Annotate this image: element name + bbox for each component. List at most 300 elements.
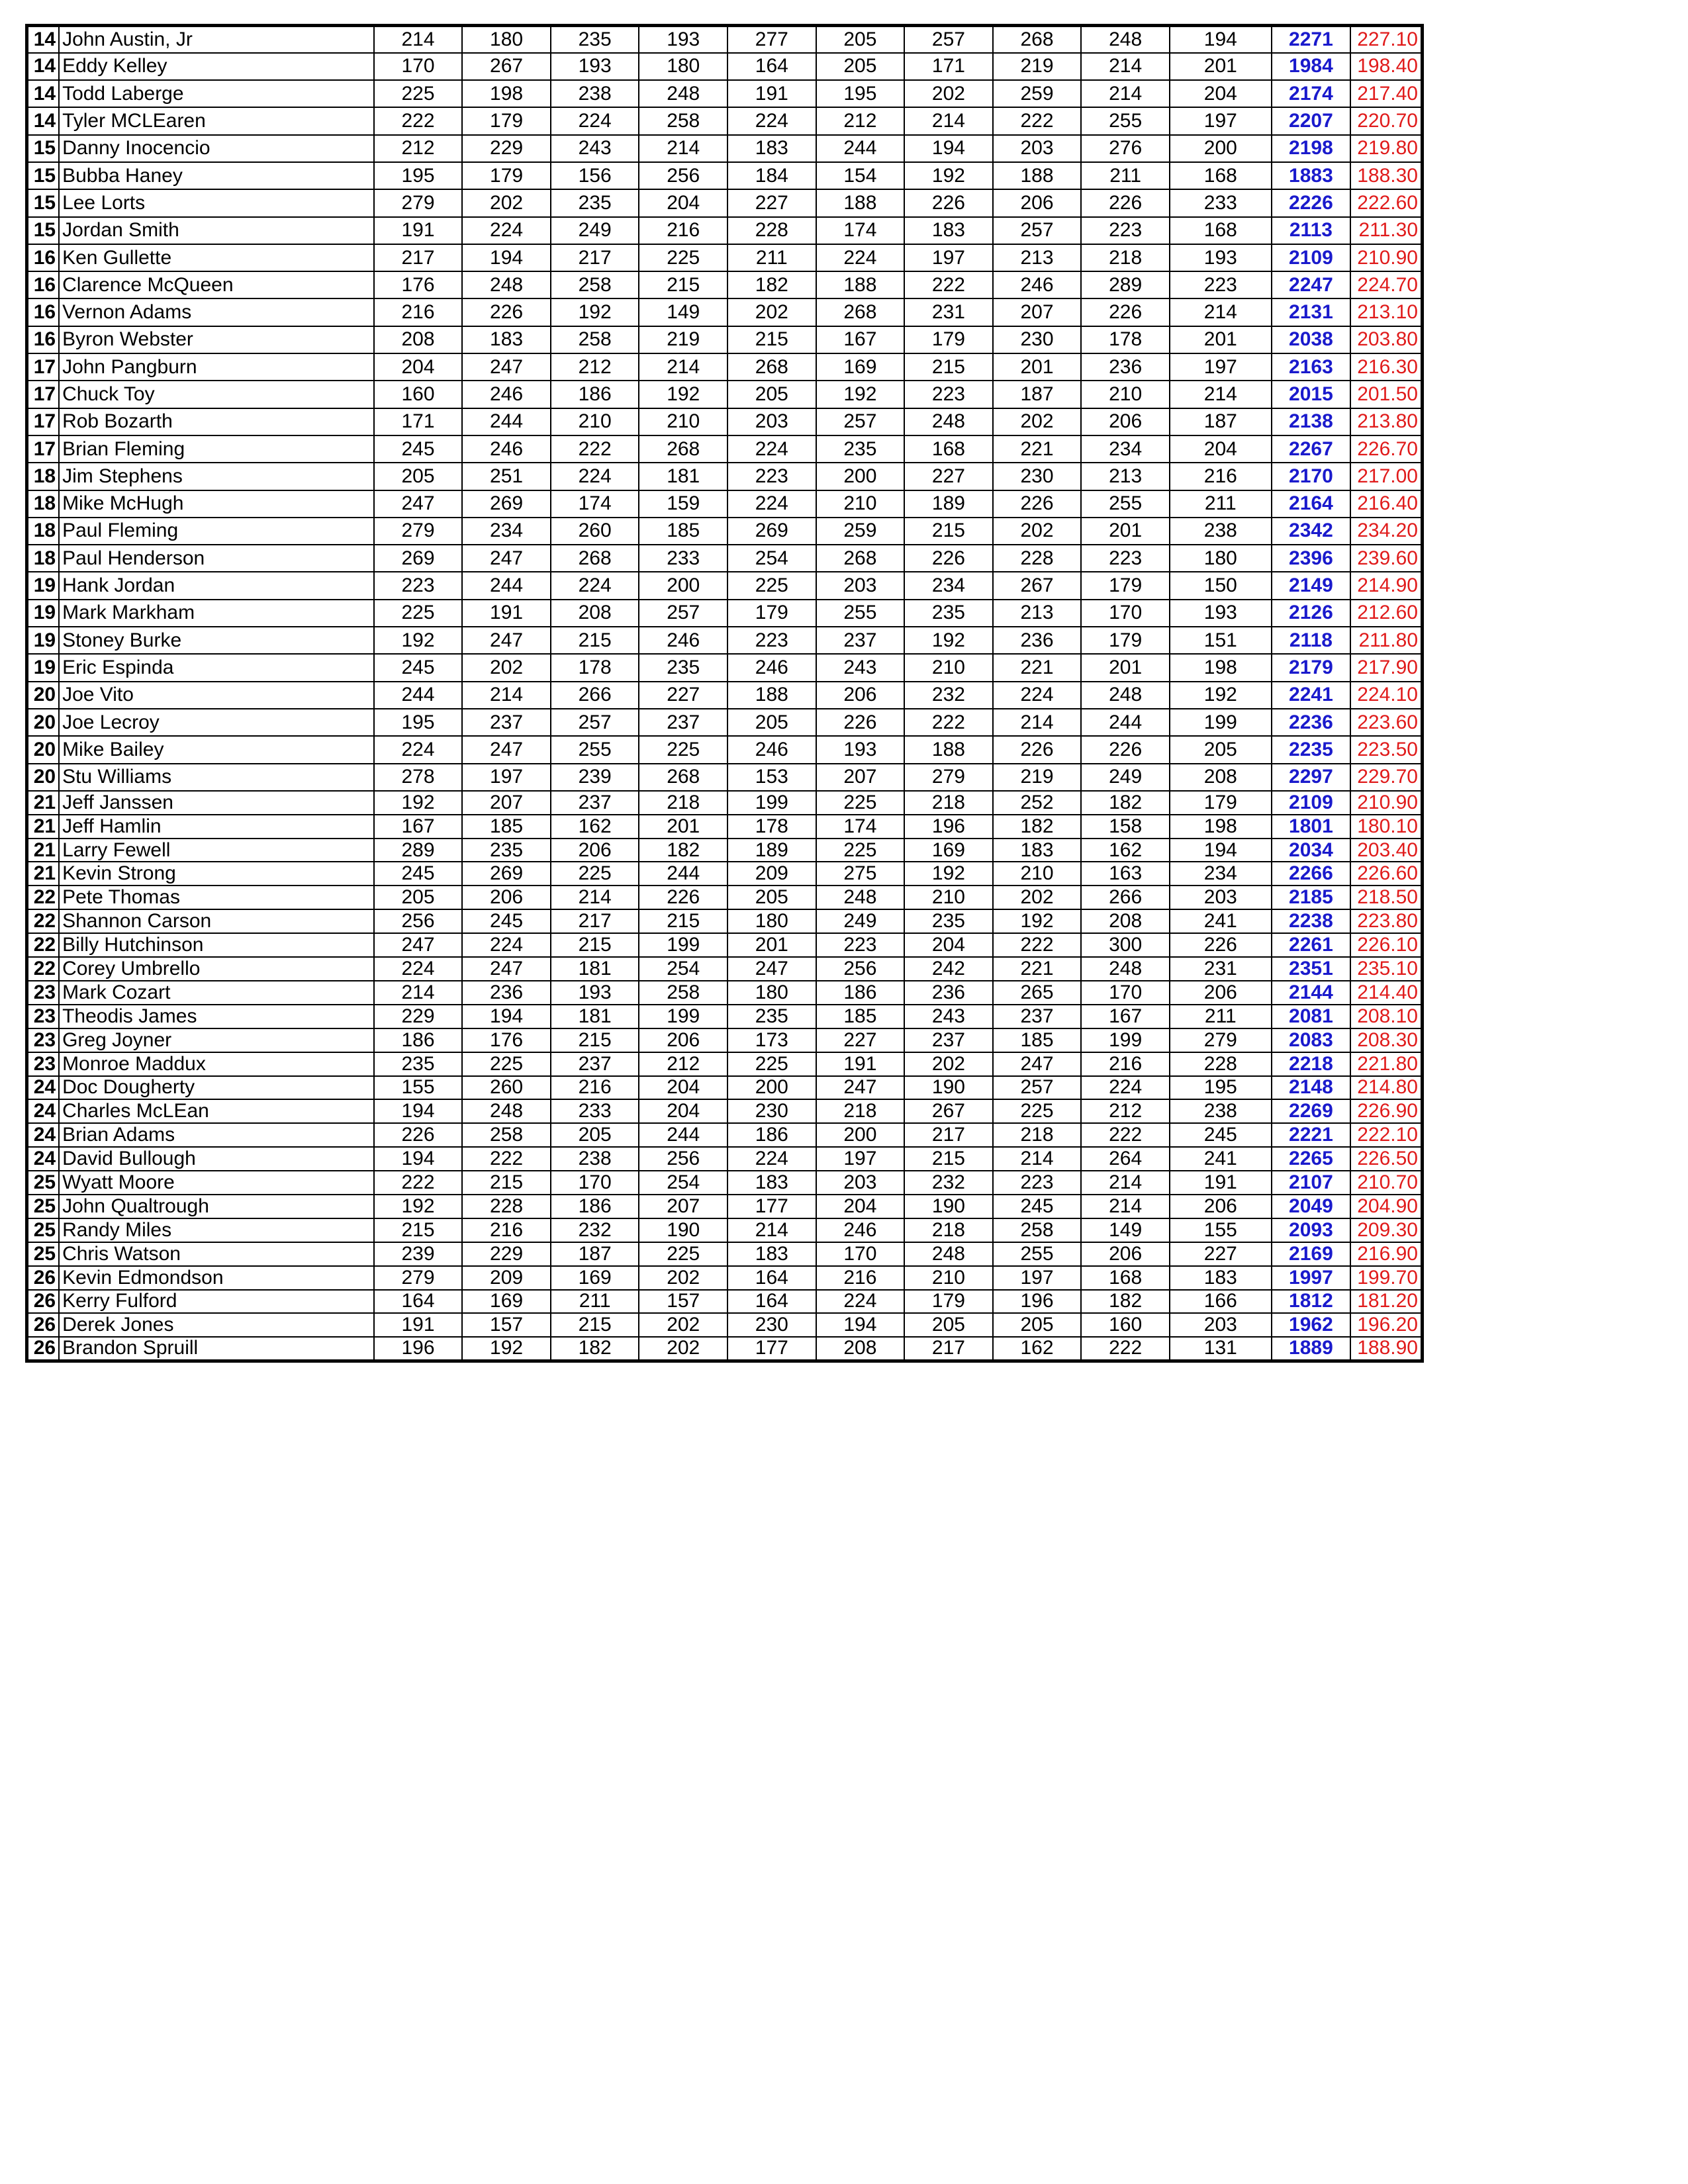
game-score-cell: 214 bbox=[462, 682, 551, 709]
week-cell: 20 bbox=[27, 764, 60, 791]
game-score-cell: 176 bbox=[374, 271, 463, 298]
game-score-cell: 192 bbox=[904, 162, 993, 189]
game-score-cell: 279 bbox=[1170, 1028, 1272, 1052]
game-score-cell: 225 bbox=[639, 736, 727, 763]
game-score-cell: 224 bbox=[374, 957, 463, 981]
game-score-cell: 235 bbox=[374, 1052, 463, 1076]
game-score-cell: 222 bbox=[462, 1147, 551, 1171]
game-score-cell: 209 bbox=[462, 1266, 551, 1290]
table-row bbox=[27, 271, 1423, 298]
average-cell: 219.80 bbox=[1350, 135, 1422, 162]
game-score-cell: 228 bbox=[1170, 1052, 1272, 1076]
average-cell: 211.30 bbox=[1350, 217, 1422, 244]
game-score-cell: 180 bbox=[462, 26, 551, 53]
average-cell: 222.10 bbox=[1350, 1123, 1422, 1147]
game-score-cell: 215 bbox=[727, 326, 816, 353]
game-score-cell: 194 bbox=[374, 1147, 463, 1171]
average-cell: 201.50 bbox=[1350, 381, 1422, 408]
game-score-cell: 224 bbox=[462, 933, 551, 957]
week-cell: 24 bbox=[27, 1076, 60, 1100]
game-score-cell: 214 bbox=[374, 981, 463, 1005]
game-score-cell: 195 bbox=[1170, 1076, 1272, 1100]
game-score-cell: 160 bbox=[374, 381, 463, 408]
game-score-cell: 225 bbox=[993, 1099, 1082, 1123]
game-score-cell: 150 bbox=[1170, 572, 1272, 599]
game-score-cell: 224 bbox=[816, 244, 905, 271]
game-score-cell: 267 bbox=[993, 572, 1082, 599]
game-score-cell: 224 bbox=[374, 736, 463, 763]
week-cell: 14 bbox=[27, 80, 60, 107]
game-score-cell: 131 bbox=[1170, 1337, 1272, 1361]
game-score-cell: 234 bbox=[1170, 862, 1272, 886]
game-score-cell: 199 bbox=[1081, 1028, 1170, 1052]
game-score-cell: 215 bbox=[374, 1218, 463, 1242]
game-score-cell: 211 bbox=[1081, 162, 1170, 189]
game-score-cell: 168 bbox=[1081, 1266, 1170, 1290]
bowler-name-cell: Billy Hutchinson bbox=[59, 933, 374, 957]
average-cell: 214.40 bbox=[1350, 981, 1422, 1005]
game-score-cell: 168 bbox=[1170, 162, 1272, 189]
table-row bbox=[27, 981, 1423, 1005]
bowler-name-cell: Derek Jones bbox=[59, 1313, 374, 1337]
week-cell: 25 bbox=[27, 1242, 60, 1266]
game-score-cell: 260 bbox=[551, 518, 639, 545]
table-row bbox=[27, 26, 1423, 53]
game-score-cell: 247 bbox=[462, 627, 551, 654]
game-score-cell: 180 bbox=[1170, 545, 1272, 572]
bowler-name-cell: Randy Miles bbox=[59, 1218, 374, 1242]
game-score-cell: 223 bbox=[1081, 217, 1170, 244]
game-score-cell: 247 bbox=[816, 1076, 905, 1100]
week-cell: 24 bbox=[27, 1147, 60, 1171]
game-score-cell: 258 bbox=[639, 107, 727, 134]
week-cell: 25 bbox=[27, 1218, 60, 1242]
game-score-cell: 256 bbox=[639, 162, 727, 189]
bowler-name-cell: David Bullough bbox=[59, 1147, 374, 1171]
game-score-cell: 279 bbox=[374, 518, 463, 545]
game-score-cell: 193 bbox=[816, 736, 905, 763]
game-score-cell: 222 bbox=[551, 435, 639, 463]
total-cell: 2241 bbox=[1272, 682, 1350, 709]
total-cell: 2126 bbox=[1272, 600, 1350, 627]
game-score-cell: 206 bbox=[1081, 408, 1170, 435]
game-score-cell: 179 bbox=[462, 107, 551, 134]
game-score-cell: 169 bbox=[462, 1290, 551, 1314]
game-score-cell: 173 bbox=[727, 1028, 816, 1052]
game-score-cell: 208 bbox=[1081, 909, 1170, 933]
game-score-cell: 254 bbox=[639, 1171, 727, 1195]
game-score-cell: 218 bbox=[904, 1218, 993, 1242]
game-score-cell: 197 bbox=[462, 764, 551, 791]
game-score-cell: 183 bbox=[727, 1242, 816, 1266]
bowler-name-cell: Danny Inocencio bbox=[59, 135, 374, 162]
game-score-cell: 226 bbox=[374, 1123, 463, 1147]
game-score-cell: 197 bbox=[904, 244, 993, 271]
average-cell: 229.70 bbox=[1350, 764, 1422, 791]
total-cell: 2179 bbox=[1272, 654, 1350, 681]
average-cell: 204.90 bbox=[1350, 1195, 1422, 1218]
game-score-cell: 179 bbox=[1170, 791, 1272, 815]
game-score-cell: 154 bbox=[816, 162, 905, 189]
game-score-cell: 191 bbox=[1170, 1171, 1272, 1195]
game-score-cell: 223 bbox=[374, 572, 463, 599]
game-score-cell: 217 bbox=[904, 1123, 993, 1147]
game-score-cell: 167 bbox=[374, 815, 463, 839]
game-score-cell: 187 bbox=[551, 1242, 639, 1266]
week-cell: 16 bbox=[27, 326, 60, 353]
average-cell: 198.40 bbox=[1350, 53, 1422, 80]
game-score-cell: 247 bbox=[374, 933, 463, 957]
bowler-name-cell: Chuck Toy bbox=[59, 381, 374, 408]
game-score-cell: 260 bbox=[462, 1076, 551, 1100]
game-score-cell: 223 bbox=[816, 933, 905, 957]
game-score-cell: 206 bbox=[1170, 981, 1272, 1005]
game-score-cell: 255 bbox=[993, 1242, 1082, 1266]
bowler-name-cell: Charles McLEan bbox=[59, 1099, 374, 1123]
game-score-cell: 232 bbox=[551, 1218, 639, 1242]
average-cell: 181.20 bbox=[1350, 1290, 1422, 1314]
game-score-cell: 189 bbox=[727, 839, 816, 862]
week-cell: 18 bbox=[27, 518, 60, 545]
bowler-name-cell: Eric Espinda bbox=[59, 654, 374, 681]
game-score-cell: 216 bbox=[374, 298, 463, 326]
bowler-name-cell: Chris Watson bbox=[59, 1242, 374, 1266]
game-score-cell: 207 bbox=[816, 764, 905, 791]
game-score-cell: 214 bbox=[904, 107, 993, 134]
game-score-cell: 226 bbox=[1170, 933, 1272, 957]
total-cell: 2138 bbox=[1272, 408, 1350, 435]
game-score-cell: 269 bbox=[727, 518, 816, 545]
table-row bbox=[27, 862, 1423, 886]
game-score-cell: 247 bbox=[993, 1052, 1082, 1076]
game-score-cell: 268 bbox=[551, 545, 639, 572]
game-score-cell: 192 bbox=[374, 1195, 463, 1218]
game-score-cell: 221 bbox=[993, 654, 1082, 681]
game-score-cell: 279 bbox=[374, 1266, 463, 1290]
game-score-cell: 224 bbox=[727, 435, 816, 463]
game-score-cell: 224 bbox=[727, 1147, 816, 1171]
game-score-cell: 218 bbox=[639, 791, 727, 815]
table-row bbox=[27, 1290, 1423, 1314]
week-cell: 18 bbox=[27, 490, 60, 518]
game-score-cell: 223 bbox=[904, 381, 993, 408]
game-score-cell: 201 bbox=[1170, 326, 1272, 353]
game-score-cell: 206 bbox=[816, 682, 905, 709]
average-cell: 188.30 bbox=[1350, 162, 1422, 189]
game-score-cell: 210 bbox=[816, 490, 905, 518]
game-score-cell: 245 bbox=[374, 654, 463, 681]
bowler-name-cell: Jim Stephens bbox=[59, 463, 374, 490]
game-score-cell: 265 bbox=[993, 981, 1082, 1005]
game-score-cell: 238 bbox=[551, 80, 639, 107]
game-score-cell: 202 bbox=[904, 1052, 993, 1076]
game-score-cell: 218 bbox=[1081, 244, 1170, 271]
table-row bbox=[27, 909, 1423, 933]
game-score-cell: 215 bbox=[904, 353, 993, 381]
table-row bbox=[27, 545, 1423, 572]
game-score-cell: 236 bbox=[462, 981, 551, 1005]
game-score-cell: 199 bbox=[1170, 709, 1272, 736]
game-score-cell: 168 bbox=[1170, 217, 1272, 244]
game-score-cell: 202 bbox=[993, 518, 1082, 545]
table-row bbox=[27, 791, 1423, 815]
game-score-cell: 188 bbox=[993, 162, 1082, 189]
game-score-cell: 219 bbox=[993, 764, 1082, 791]
week-cell: 23 bbox=[27, 1052, 60, 1076]
game-score-cell: 256 bbox=[374, 909, 463, 933]
game-score-cell: 235 bbox=[904, 600, 993, 627]
game-score-cell: 196 bbox=[904, 815, 993, 839]
game-score-cell: 266 bbox=[551, 682, 639, 709]
game-score-cell: 192 bbox=[374, 791, 463, 815]
game-score-cell: 251 bbox=[462, 463, 551, 490]
total-cell: 1984 bbox=[1272, 53, 1350, 80]
bowler-name-cell: Monroe Maddux bbox=[59, 1052, 374, 1076]
total-cell: 2131 bbox=[1272, 298, 1350, 326]
table-row bbox=[27, 1171, 1423, 1195]
game-score-cell: 186 bbox=[727, 1123, 816, 1147]
game-score-cell: 202 bbox=[993, 408, 1082, 435]
table-row bbox=[27, 1266, 1423, 1290]
game-score-cell: 178 bbox=[1081, 326, 1170, 353]
game-score-cell: 246 bbox=[462, 435, 551, 463]
game-score-cell: 249 bbox=[1081, 764, 1170, 791]
total-cell: 2207 bbox=[1272, 107, 1350, 134]
bowler-name-cell: Todd Laberge bbox=[59, 80, 374, 107]
game-score-cell: 158 bbox=[1081, 815, 1170, 839]
bowler-name-cell: Joe Vito bbox=[59, 682, 374, 709]
total-cell: 2164 bbox=[1272, 490, 1350, 518]
game-score-cell: 210 bbox=[993, 862, 1082, 886]
average-cell: 214.90 bbox=[1350, 572, 1422, 599]
game-score-cell: 202 bbox=[727, 298, 816, 326]
total-cell: 2267 bbox=[1272, 435, 1350, 463]
game-score-cell: 214 bbox=[1170, 381, 1272, 408]
game-score-cell: 215 bbox=[904, 518, 993, 545]
average-cell: 226.70 bbox=[1350, 435, 1422, 463]
total-cell: 1801 bbox=[1272, 815, 1350, 839]
game-score-cell: 258 bbox=[639, 981, 727, 1005]
game-score-cell: 203 bbox=[816, 1171, 905, 1195]
week-cell: 22 bbox=[27, 909, 60, 933]
game-score-cell: 224 bbox=[551, 572, 639, 599]
bowler-name-cell: Mark Markham bbox=[59, 600, 374, 627]
game-score-cell: 217 bbox=[374, 244, 463, 271]
week-cell: 25 bbox=[27, 1171, 60, 1195]
game-score-cell: 279 bbox=[374, 189, 463, 216]
game-score-cell: 245 bbox=[462, 909, 551, 933]
table-row bbox=[27, 381, 1423, 408]
game-score-cell: 166 bbox=[1170, 1290, 1272, 1314]
week-cell: 25 bbox=[27, 1195, 60, 1218]
average-cell: 221.80 bbox=[1350, 1052, 1422, 1076]
game-score-cell: 217 bbox=[904, 1337, 993, 1361]
average-cell: 223.80 bbox=[1350, 909, 1422, 933]
average-cell: 208.30 bbox=[1350, 1028, 1422, 1052]
table-row bbox=[27, 107, 1423, 134]
table-row bbox=[27, 886, 1423, 909]
game-score-cell: 236 bbox=[993, 627, 1082, 654]
game-score-cell: 246 bbox=[462, 381, 551, 408]
game-score-cell: 244 bbox=[639, 862, 727, 886]
game-score-cell: 226 bbox=[993, 736, 1082, 763]
table-row bbox=[27, 1218, 1423, 1242]
game-score-cell: 193 bbox=[551, 53, 639, 80]
game-score-cell: 216 bbox=[1081, 1052, 1170, 1076]
week-cell: 22 bbox=[27, 957, 60, 981]
game-score-cell: 203 bbox=[816, 572, 905, 599]
game-score-cell: 214 bbox=[639, 135, 727, 162]
game-score-cell: 156 bbox=[551, 162, 639, 189]
game-score-cell: 204 bbox=[639, 1099, 727, 1123]
table-row bbox=[27, 463, 1423, 490]
game-score-cell: 201 bbox=[1170, 53, 1272, 80]
bowler-name-cell: Kerry Fulford bbox=[59, 1290, 374, 1314]
average-cell: 210.70 bbox=[1350, 1171, 1422, 1195]
game-score-cell: 300 bbox=[1081, 933, 1170, 957]
game-score-cell: 222 bbox=[1081, 1337, 1170, 1361]
game-score-cell: 233 bbox=[551, 1099, 639, 1123]
game-score-cell: 237 bbox=[904, 1028, 993, 1052]
game-score-cell: 203 bbox=[727, 408, 816, 435]
game-score-cell: 216 bbox=[551, 1076, 639, 1100]
game-score-cell: 164 bbox=[727, 1266, 816, 1290]
total-cell: 2271 bbox=[1272, 26, 1350, 53]
total-cell: 2144 bbox=[1272, 981, 1350, 1005]
bowler-name-cell: Theodis James bbox=[59, 1005, 374, 1028]
game-score-cell: 203 bbox=[993, 135, 1082, 162]
game-score-cell: 223 bbox=[1081, 545, 1170, 572]
table-row bbox=[27, 135, 1423, 162]
game-score-cell: 254 bbox=[639, 957, 727, 981]
average-cell: 223.60 bbox=[1350, 709, 1422, 736]
game-score-cell: 227 bbox=[639, 682, 727, 709]
week-cell: 18 bbox=[27, 463, 60, 490]
game-score-cell: 217 bbox=[551, 909, 639, 933]
game-score-cell: 244 bbox=[374, 682, 463, 709]
table-row bbox=[27, 572, 1423, 599]
game-score-cell: 187 bbox=[1170, 408, 1272, 435]
game-score-cell: 218 bbox=[993, 1123, 1082, 1147]
game-score-cell: 211 bbox=[727, 244, 816, 271]
average-cell: 216.90 bbox=[1350, 1242, 1422, 1266]
game-score-cell: 199 bbox=[639, 1005, 727, 1028]
game-score-cell: 208 bbox=[374, 326, 463, 353]
game-score-cell: 258 bbox=[462, 1123, 551, 1147]
game-score-cell: 170 bbox=[1081, 600, 1170, 627]
week-cell: 17 bbox=[27, 435, 60, 463]
game-score-cell: 188 bbox=[727, 682, 816, 709]
total-cell: 2169 bbox=[1272, 1242, 1350, 1266]
game-score-cell: 191 bbox=[462, 600, 551, 627]
bowler-name-cell: Larry Fewell bbox=[59, 839, 374, 862]
total-cell: 2049 bbox=[1272, 1195, 1350, 1218]
game-score-cell: 195 bbox=[374, 709, 463, 736]
game-score-cell: 179 bbox=[462, 162, 551, 189]
game-score-cell: 268 bbox=[639, 435, 727, 463]
game-score-cell: 245 bbox=[1170, 1123, 1272, 1147]
game-score-cell: 231 bbox=[1170, 957, 1272, 981]
game-score-cell: 215 bbox=[551, 1028, 639, 1052]
total-cell: 2107 bbox=[1272, 1171, 1350, 1195]
average-cell: 203.40 bbox=[1350, 839, 1422, 862]
game-score-cell: 224 bbox=[993, 682, 1082, 709]
game-score-cell: 169 bbox=[551, 1266, 639, 1290]
game-score-cell: 212 bbox=[374, 135, 463, 162]
game-score-cell: 192 bbox=[462, 1337, 551, 1361]
game-score-cell: 217 bbox=[551, 244, 639, 271]
game-score-cell: 183 bbox=[1170, 1266, 1272, 1290]
game-score-cell: 223 bbox=[727, 627, 816, 654]
table-row bbox=[27, 654, 1423, 681]
game-score-cell: 243 bbox=[816, 654, 905, 681]
bowler-name-cell: Brian Fleming bbox=[59, 435, 374, 463]
week-cell: 20 bbox=[27, 709, 60, 736]
game-score-cell: 248 bbox=[816, 886, 905, 909]
week-cell: 23 bbox=[27, 981, 60, 1005]
week-cell: 26 bbox=[27, 1266, 60, 1290]
game-score-cell: 193 bbox=[639, 26, 727, 53]
week-cell: 15 bbox=[27, 189, 60, 216]
game-score-cell: 185 bbox=[639, 518, 727, 545]
total-cell: 2221 bbox=[1272, 1123, 1350, 1147]
total-cell: 2238 bbox=[1272, 909, 1350, 933]
game-score-cell: 268 bbox=[993, 26, 1082, 53]
game-score-cell: 256 bbox=[816, 957, 905, 981]
game-score-cell: 248 bbox=[462, 271, 551, 298]
game-score-cell: 194 bbox=[904, 135, 993, 162]
game-score-cell: 183 bbox=[904, 217, 993, 244]
game-score-cell: 246 bbox=[727, 654, 816, 681]
game-score-cell: 222 bbox=[374, 1171, 463, 1195]
average-cell: 222.60 bbox=[1350, 189, 1422, 216]
game-score-cell: 206 bbox=[462, 886, 551, 909]
game-score-cell: 247 bbox=[462, 545, 551, 572]
game-score-cell: 221 bbox=[993, 435, 1082, 463]
game-score-cell: 206 bbox=[639, 1028, 727, 1052]
game-score-cell: 257 bbox=[639, 600, 727, 627]
average-cell: 220.70 bbox=[1350, 107, 1422, 134]
game-score-cell: 186 bbox=[374, 1028, 463, 1052]
table-row bbox=[27, 244, 1423, 271]
game-score-cell: 237 bbox=[462, 709, 551, 736]
average-cell: 214.80 bbox=[1350, 1076, 1422, 1100]
game-score-cell: 224 bbox=[727, 490, 816, 518]
game-score-cell: 210 bbox=[639, 408, 727, 435]
game-score-cell: 202 bbox=[639, 1313, 727, 1337]
table-row bbox=[27, 326, 1423, 353]
game-score-cell: 244 bbox=[462, 408, 551, 435]
game-score-cell: 200 bbox=[1170, 135, 1272, 162]
game-score-cell: 246 bbox=[727, 736, 816, 763]
week-cell: 24 bbox=[27, 1123, 60, 1147]
table-row bbox=[27, 1313, 1423, 1337]
game-score-cell: 237 bbox=[993, 1005, 1082, 1028]
average-cell: 226.50 bbox=[1350, 1147, 1422, 1171]
game-score-cell: 225 bbox=[374, 600, 463, 627]
game-score-cell: 226 bbox=[639, 886, 727, 909]
game-score-cell: 205 bbox=[374, 886, 463, 909]
game-score-cell: 229 bbox=[462, 1242, 551, 1266]
game-score-cell: 202 bbox=[462, 654, 551, 681]
average-cell: 180.10 bbox=[1350, 815, 1422, 839]
game-score-cell: 242 bbox=[904, 957, 993, 981]
week-cell: 19 bbox=[27, 600, 60, 627]
game-score-cell: 183 bbox=[462, 326, 551, 353]
game-score-cell: 212 bbox=[639, 1052, 727, 1076]
game-score-cell: 257 bbox=[993, 1076, 1082, 1100]
game-score-cell: 160 bbox=[1081, 1313, 1170, 1337]
